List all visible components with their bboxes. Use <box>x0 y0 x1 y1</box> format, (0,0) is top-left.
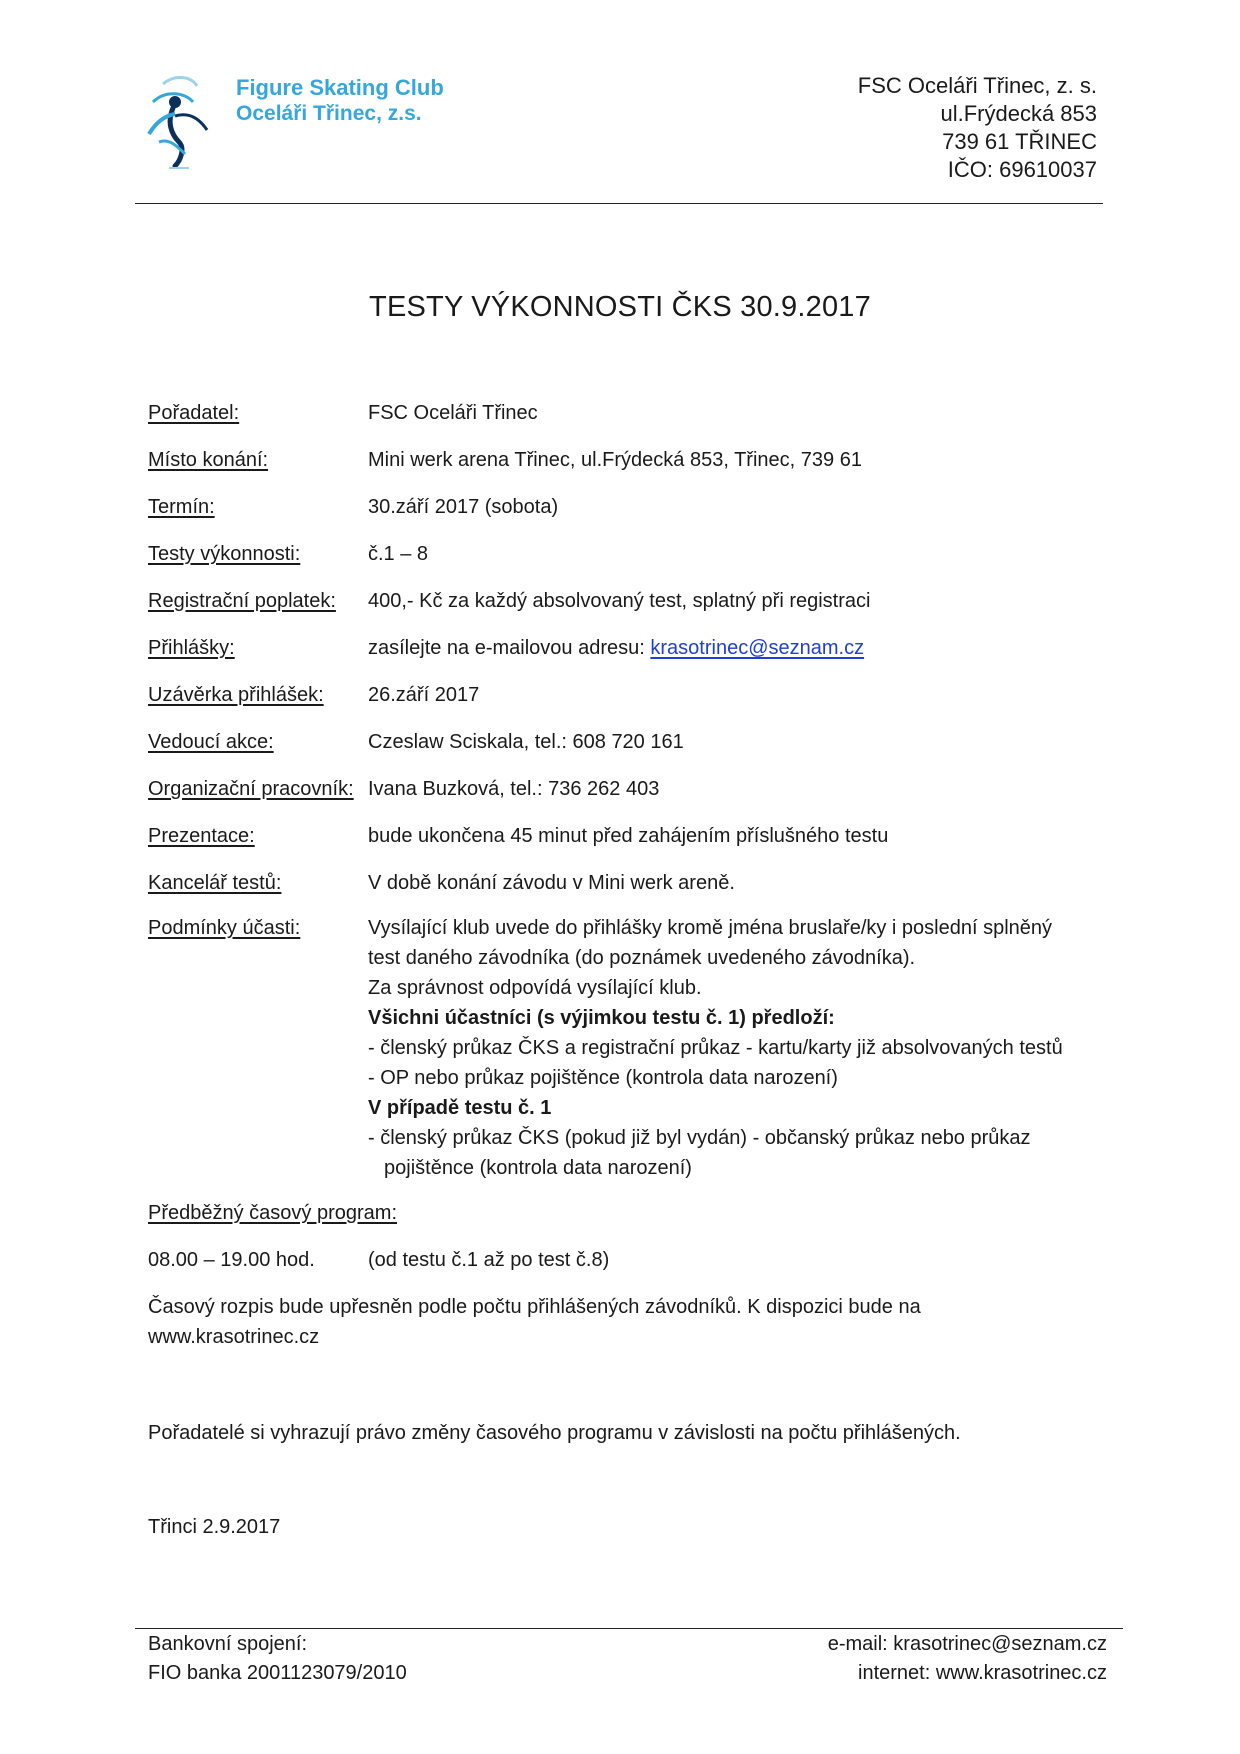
info-label: Vedoucí akce: <box>148 731 274 753</box>
condition-line: - členský průkaz ČKS (pokud již byl vydán) - občanský průkaz nebo průkaz <box>368 1127 1031 1149</box>
program-desc: (od testu č.1 až po test č.8) <box>368 1249 610 1271</box>
bank-label: Bankovní spojení: <box>148 1633 307 1655</box>
info-value: Czeslaw Sciskala, tel.: 608 720 161 <box>368 731 684 753</box>
bank-account: FIO banka 2001123079/2010 <box>148 1662 407 1684</box>
info-value <box>368 633 864 663</box>
info-value: 400,- Kč za každý absolvovaný test, splatný při registraci <box>368 590 871 612</box>
info-value: FSC Oceláři Třinec <box>368 402 538 424</box>
footer-bank <box>148 1630 407 1688</box>
footer-email[interactable]: e-mail: krasotrinec@seznam.cz <box>827 1633 1107 1655</box>
info-label: Testy výkonnosti: <box>148 543 301 565</box>
condition-line: - členský průkaz ČKS a registrační průkaz - kartu/karty již absolvovaných testů <box>368 1037 1063 1059</box>
info-label: Pořadatel: <box>148 402 240 424</box>
condition-line: pojištěnce (kontrola data narození) <box>384 1157 692 1179</box>
program-note-line2: www.krasotrinec.cz <box>148 1326 320 1348</box>
footer-divider <box>135 1628 1123 1629</box>
condition-line: Za správnost odpovídá vysílající klub. <box>368 977 702 999</box>
condition-line: Vysílající klub uvede do přihlášky kromě jména bruslaře/ky i poslední splněný <box>368 917 1053 939</box>
skater-logo-icon <box>145 72 225 172</box>
condition-line: test daného závodníka (do poznámek uvedeného závodníka). <box>368 947 916 969</box>
footer-website[interactable]: internet: www.krasotrinec.cz <box>858 1662 1107 1684</box>
document-date: Třinci 2.9.2017 <box>148 1516 281 1538</box>
info-label: Organizační pracovník: <box>148 778 354 800</box>
info-label: Termín: <box>148 496 215 518</box>
condition-heading: V případě testu č. 1 <box>368 1097 552 1119</box>
logo-text-line2: Oceláři Třinec, z.s. <box>236 102 422 125</box>
info-value: Ivana Buzková, tel.: 736 262 403 <box>368 778 660 800</box>
program-note-line1: Časový rozpis bude upřesněn podle počtu přihlášených závodníků. K dispozici bude na <box>148 1296 921 1318</box>
info-label: Místo konání: <box>148 449 269 471</box>
info-label: Podmínky účasti: <box>148 917 301 939</box>
condition-line: - OP nebo průkaz pojištěnce (kontrola data narození) <box>368 1067 838 1089</box>
address-line: FSC Oceláři Třinec, z. s. <box>857 73 1097 98</box>
info-value-text: zasílejte na e-mailovou adresu: <box>368 637 651 659</box>
info-label: Přihlášky: <box>148 637 235 659</box>
address-line: ul.Frýdecká 853 <box>940 101 1097 126</box>
email-link[interactable]: krasotrinec@seznam.cz <box>650 637 865 659</box>
info-value: V době konání závodu v Mini werk areně. <box>368 872 735 894</box>
info-value: č.1 – 8 <box>368 543 429 565</box>
info-value: 26.září 2017 <box>368 684 480 706</box>
header-divider <box>135 203 1103 204</box>
info-value: 30.září 2017 (sobota) <box>368 496 559 518</box>
info-label: Registrační poplatek: <box>148 590 336 612</box>
info-value: Mini werk arena Třinec, ul.Frýdecká 853, Třinec, 739 61 <box>368 449 862 471</box>
info-value: bude ukončena 45 minut před zahájením příslušného testu <box>368 825 889 847</box>
footer-contact <box>828 1630 1107 1688</box>
logo-text-line1: Figure Skating Club <box>236 75 444 100</box>
sender-address <box>858 72 1097 184</box>
program-time: 08.00 – 19.00 hod. <box>148 1249 315 1271</box>
condition-heading: Všichni účastníci (s výjimkou testu č. 1) předloží: <box>368 1007 835 1029</box>
program-heading: Předběžný časový program: <box>148 1202 398 1224</box>
info-label: Prezentace: <box>148 825 255 847</box>
address-line: 739 61 TŘINEC <box>942 129 1097 154</box>
program-reserve-note: Pořadatelé si vyhrazují právo změny časového programu v závislosti na počtu přihlášených. <box>148 1422 961 1444</box>
document-title: TESTY VÝKONNOSTI ČKS 30.9.2017 <box>369 291 871 323</box>
info-label: Uzávěrka přihlášek: <box>148 684 324 706</box>
info-label: Kancelář testů: <box>148 872 282 894</box>
address-line: IČO: 69610037 <box>947 157 1097 182</box>
conditions-block <box>368 913 1063 1183</box>
